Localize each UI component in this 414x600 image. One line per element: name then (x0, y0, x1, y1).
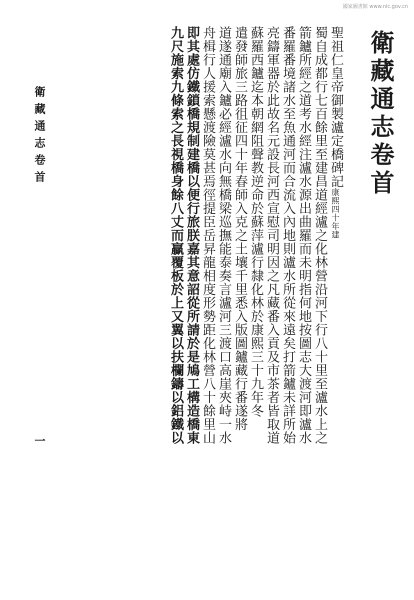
body-text (166, 26, 326, 571)
page-title: 衛藏通志卷首 (366, 30, 395, 198)
text-line: 九尺施索九條索之長視橋身餘八丈而贏覆板於上又翼以扶欄鑄以鋁鐵以 (168, 26, 183, 445)
margin-column (24, 26, 54, 571)
library-watermark: 國家圖書館 www.nlc.gov.cn (342, 4, 408, 10)
document-page (24, 26, 395, 571)
text-line: 即其處仿鐵鎖橋規制建橋以便行旅朕嘉其意詔從所請於是鳩工構造橋東 (184, 26, 199, 445)
text-line: 番羅番境諸水至魚通河而合流入內地則瀘水所從來遠矣打箭鑪未詳所始 (280, 26, 295, 445)
inscription-note: 康熙四十年建 (331, 188, 340, 239)
text-line: 蜀自成都行七百餘里至建昌道經瀘之化林營沿河下行八十里至瀘水上之 (312, 26, 327, 445)
text-line: 遣發師旅三路徂征四十年春師入克之土壤千里悉入版圖鑪藏行番遂將 (232, 26, 247, 431)
margin-label: 衛藏通志卷首 (33, 86, 46, 188)
text-line: 道遂通廟入鑪必經瀘水向無橋梁巡撫能泰奏言瀘河三渡口高崖夾峙一水 (216, 26, 231, 445)
inscription-title-text: 聖祖仁皇帝御製瀘定橋碑記 (328, 26, 343, 188)
text-line: 亮鑄軍器於此故名元設長河西宣慰司明因之凡藏番入貢及市茶者皆取道 (264, 26, 279, 445)
text-line: 蘇羅西鑪迄本朝網阻聲教逆命於蘇萍瀘行隸化林於康熙三十九年冬 (248, 26, 263, 418)
text-line: 舟楫行人援索懸渡險莫甚焉徑提臣岳昇龍相度形勢距化林營八十餘里山 (200, 26, 215, 445)
text-line: 箭鑪所經之道考水經注瀘水源出曲羅而未明指何地按圖志大渡河即瀘水 (296, 26, 311, 445)
page-number: 一 (33, 435, 46, 446)
inscription-title (326, 26, 342, 571)
